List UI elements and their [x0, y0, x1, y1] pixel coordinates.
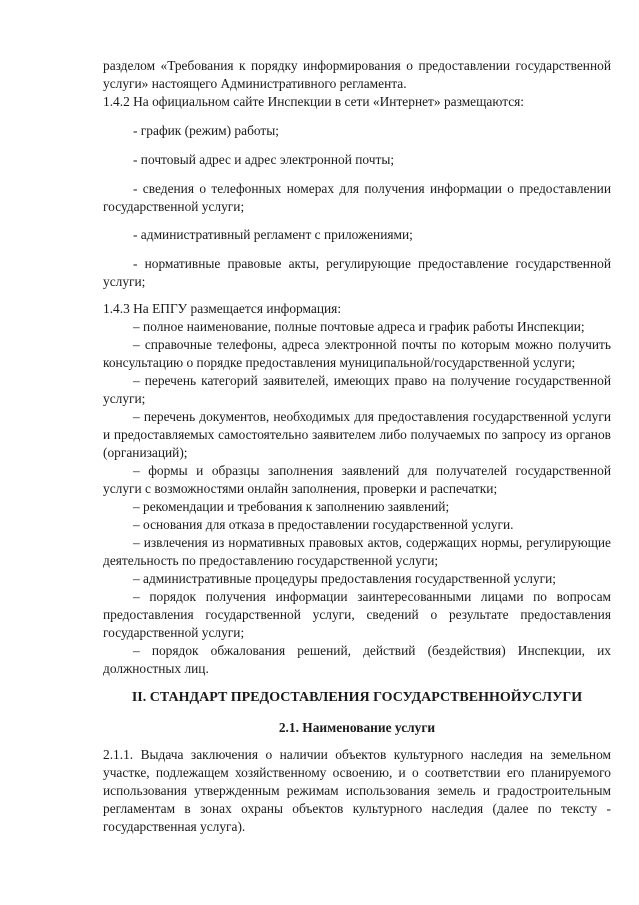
list-item-categories: – перечень категорий заявителей, имеющих право на получение государственной услуги;: [103, 373, 611, 406]
list-item-appeal: – порядок обжалования решений, действий (бездействия) Инспекции, их должностных лиц.: [103, 643, 611, 676]
list-item-full-name: – полное наименование, полные почтовые адреса и график работы Инспекции;: [133, 319, 585, 334]
list-item-legal-acts: - нормативные правовые акты, регулирующие предоставление государственной услуги;: [103, 256, 611, 289]
paragraph-1-4-3: 1.4.3 На ЕПГУ размещается информация:: [103, 301, 342, 316]
list-item-extracts: – извлечения из нормативных правовых актов, содержащих нормы, регулирующие деятельность по предоставлению государственной услуги;: [103, 535, 611, 568]
subsection-heading: 2.1. Наименование услуги: [278, 720, 436, 735]
paragraph-1: разделом «Требования к порядку информирования о предоставлении государственной услуги» настоящего Административного регламента.: [103, 58, 611, 91]
list-item-refusal-grounds: – основания для отказа в предоставлении государственной услуги.: [133, 517, 514, 532]
list-item-info-order: – порядок получения информации заинтересованными лицами по вопросам предоставления государственной услуги, сведений о результате предоставления государственной услуги;: [103, 589, 611, 640]
paragraph-1-4-2: 1.4.2 На официальном сайте Инспекции в сети «Интернет» размещаются:: [103, 94, 525, 109]
list-item-postal-address: - почтовый адрес и адрес электронной почты;: [133, 152, 395, 167]
list-item-forms: – формы и образцы заполнения заявлений для получателей государственной услуги с возможностями онлайн заполнения, проверки и распечатки;: [103, 463, 611, 496]
list-item-recommendations: – рекомендации и требования к заполнению заявлений;: [133, 499, 450, 514]
list-item-regulation: - административный регламент с приложениями;: [133, 227, 413, 242]
list-item-procedures: – административные процедуры предоставления государственной услуги;: [133, 571, 557, 586]
list-item-documents: – перечень документов, необходимых для предоставления государственной услуги и предоставляемых самостоятельно заявителем либо получаемых по запросу из органов (организаций);: [103, 409, 611, 460]
section-heading: II. СТАНДАРТ ПРЕДОСТАВЛЕНИЯ ГОСУДАРСТВЕННОЙУСЛУГИ: [131, 690, 583, 705]
list-item-contacts: – справочные телефоны, адреса электронной почты по которым можно получить консультацию о порядке предоставления муниципальной/государственной услуги;: [103, 337, 611, 370]
list-item-schedule: - график (режим) работы;: [133, 123, 279, 138]
paragraph-2-1-1: 2.1.1. Выдача заключения о наличии объектов культурного наследия на земельном участке, подлежащем хозяйственному освоению, и о соответствии его планируемого использования утвержденным режимам использования земель и градостроительным регламентам в зонах охраны объектов культурного наследия (далее по тексту - государственная услуга).: [103, 747, 611, 834]
list-item-phone-info: - сведения о телефонных номерах для получения информации о предоставлении государственной услуги;: [103, 181, 611, 214]
